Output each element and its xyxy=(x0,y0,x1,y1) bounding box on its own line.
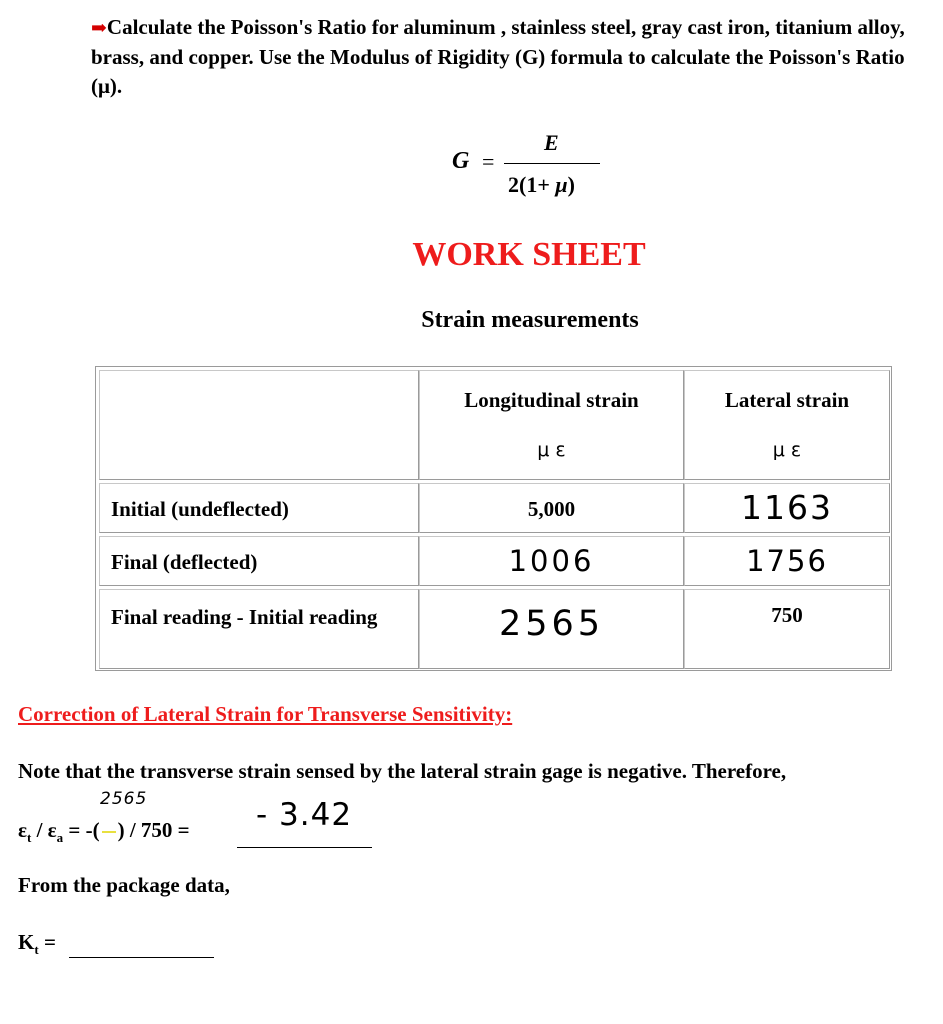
eq-slash: / ε xyxy=(31,818,57,842)
header-long: Longitudinal strain xyxy=(464,388,639,412)
header-long-cell xyxy=(419,370,684,480)
header-lat-cell xyxy=(684,370,890,480)
formula-denominator xyxy=(508,172,575,198)
unit-lat: μ ε xyxy=(772,439,802,461)
kt-k: K xyxy=(18,930,35,954)
package-data-text: From the package data, xyxy=(18,873,230,897)
eq-sub-t: t xyxy=(26,830,32,846)
table-row xyxy=(99,589,419,669)
strain-title: Strain measurements xyxy=(421,307,639,333)
strain-table xyxy=(95,366,892,671)
formula-equals: = xyxy=(482,149,495,174)
row-long-value: 1006 xyxy=(508,544,595,578)
formula-lhs: G xyxy=(452,148,470,174)
unit-long: μ ε xyxy=(537,439,566,461)
kt-eq: = xyxy=(38,930,56,954)
denominator-prefix: 2(1+ xyxy=(508,172,556,197)
formula-numerator: E xyxy=(544,130,559,155)
row-lat-cell xyxy=(684,536,890,586)
eq-sub-a: a xyxy=(56,830,64,846)
eq-end: ) / 750 = xyxy=(117,818,190,842)
row-long-value: 5,000 xyxy=(527,497,576,521)
row-lat-cell xyxy=(684,589,890,669)
handwritten-answer: - 3.42 xyxy=(256,797,353,833)
handwritten-2565: 2565 xyxy=(100,789,148,809)
row-long-cell xyxy=(419,589,684,669)
denominator-var: μ xyxy=(555,172,568,197)
row-label: Initial (undeflected) xyxy=(111,497,289,521)
row-long-cell xyxy=(419,536,684,586)
intro-paragraph xyxy=(91,13,921,101)
row-lat-value: 1756 xyxy=(746,544,828,578)
row-lat-value: 750 xyxy=(771,603,803,627)
table-row xyxy=(99,483,419,533)
eq-mid: = -( xyxy=(63,818,100,842)
row-lat-value: 1163 xyxy=(741,488,833,527)
table-corner-cell xyxy=(99,370,419,480)
denominator-suffix: ) xyxy=(567,172,575,197)
kt-blank-line[interactable] xyxy=(69,957,214,958)
worksheet-title: WORK SHEET xyxy=(412,236,646,273)
strain-ratio-equation xyxy=(18,818,190,846)
kt-label xyxy=(18,930,56,958)
row-lat-cell xyxy=(684,483,890,533)
arrow-bullet-icon: ➡ xyxy=(91,18,107,39)
correction-note: Note that the transverse strain sensed by the lateral strain gage is negative. Therefore, xyxy=(18,759,787,783)
fraction-bar xyxy=(504,163,600,164)
answer-underline xyxy=(237,847,372,848)
row-long-cell xyxy=(419,483,684,533)
table-row xyxy=(99,536,419,586)
kt-sub: t xyxy=(34,942,39,958)
modulus-formula xyxy=(452,130,612,200)
eq-blank xyxy=(102,831,116,833)
header-lat: Lateral strain xyxy=(724,388,850,412)
intro-text: Calculate the Poisson's Ratio for aluminum , stainless steel, gray cast iron, titanium alloy, brass, and copper. Use the Modulus of Rigidity (G) formula to calculate the Poisson's Ratio (μ). xyxy=(91,15,905,98)
row-label: Final (deflected) xyxy=(111,550,258,574)
eq-epsilon-t: ε xyxy=(18,818,27,842)
row-long-value: 2565 xyxy=(498,604,605,644)
row-label: Final reading - Initial reading xyxy=(111,605,378,629)
correction-heading: Correction of Lateral Strain for Transverse Sensitivity: xyxy=(18,702,513,726)
